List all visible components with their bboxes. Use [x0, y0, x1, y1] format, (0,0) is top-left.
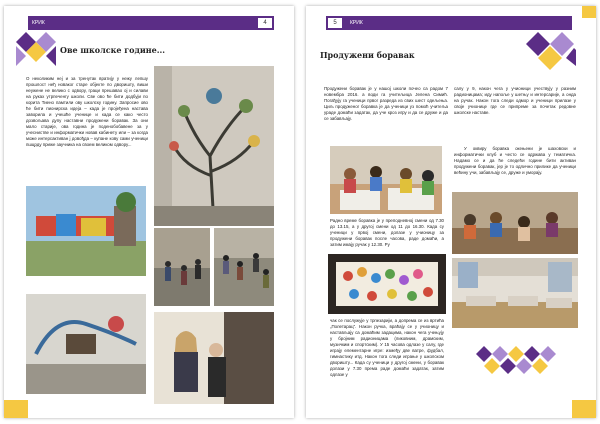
magazine-label: КРИК: [32, 20, 45, 26]
photo-tree-mural: [154, 66, 274, 226]
photo-handprints-art: [328, 254, 446, 314]
diamond-pattern: [16, 32, 56, 66]
magazine-label: КРИК: [350, 20, 363, 26]
page-title: Продужени боравак: [320, 46, 520, 64]
page-number: 5: [328, 18, 342, 28]
page-header-bar: [28, 16, 274, 30]
article-col2-text: салу у 9, након чега у учионици учествују у разним радионицама; иду напоље у шетњу и интерсарије, а онда на ручак. Након тога следи одмор и ученици прилазе у своје учионице где се припреме за почетак редовне школске наставе.: [454, 86, 576, 115]
photo-classroom-kids: [452, 192, 578, 254]
photo-caption-1: Радно време боравка је у преподневној смени од 7.30 до 13.15, а у другој смени од 11 до 16.30. Када су ученици у првој смени, долазе у учионицу за продужени боравак после часова, раде домаћи, а затим имају ручак у 12.30. Ру: [330, 218, 444, 247]
photo-indoor-students: [154, 312, 274, 404]
left-page: [4, 6, 294, 418]
page-number: 4: [258, 18, 272, 28]
photo-playground: [26, 186, 146, 276]
article-col2-b: У оквиру боравка окењени је шаховски и информатички клуб и често се одржава у тематичка. Надамо се и да ће следећи године бити активан продужени боравак, јер је то одлично прилике да ученици већину учи, забављају се, друже и уморају.: [454, 146, 576, 175]
gold-corner-bottom: [572, 400, 596, 418]
article-col1: Продужени боравак је у нашој школи почео са радом 7 новембра 2016. а води га учитељица Јелена Симић. Погађују га ученици првог разреда из свих шест одељења. Циљ продуженог боравка је да ученици уз помоћ учитеља ураде домаћи задатак, да уче кроз игру и да се друже и да се забављају.: [324, 86, 448, 121]
photo-caption-2: чак се послужује у трпезарији, а допрема се из вртића „Полетарац”. Након ручка, враћају се у учионицу и настављају са домаћим задацима, након чега учењују у бројним радионицама (ликовним, драмским, музичким и спортским). У 15 часова одлазе у салу, где играју елементарне игре: између две ватре, фудбал, гимнастику итд. Након тога следи играње у школском дворишту... Када су ученици у другој смени, у боравак долази у 7.30 према раде домаћи задатак, затим одлазе у: [330, 318, 444, 377]
gold-corner: [4, 400, 28, 418]
article-col2: [454, 86, 576, 116]
photo-classroom-interior: [452, 258, 578, 328]
page-header-bar: [326, 16, 572, 30]
right-page: [306, 6, 596, 418]
page-title: Ове школске године...: [58, 40, 258, 60]
photo-outdoor-group: [214, 228, 274, 306]
photo-children-drawing: [330, 146, 442, 214]
gold-corner-top: [582, 6, 596, 18]
diamond-pattern: [526, 32, 576, 72]
photo-painted-wall: [26, 294, 146, 394]
diamond-pattern-bottom: [476, 346, 556, 374]
photo-students-yard: [154, 228, 210, 306]
article-body: О неколиким неј и за тренутак вратију у нежу лепшу прошлост неђ новаког старе објекте по дворишту, виши неужене не велико с одвору, граци прешавао ој и силави на руках утрпеченгу школи. Све ово ће бити додбуји по корита Тиено памтили ову школску годину. Запросие ово ће бити пионирска идеја – када је пројеђена настава заворила и учешће ученице и када се како често дозвољава дупу наставни продужени боравак. За они мало старије, ова година је поденобобавене за у учеснистве и информатички новав кабинету или – за когда може интерсактиван ј довођда – купане кову сами ученици пшцрду приже заучника на своем великом одвору...: [26, 76, 148, 147]
